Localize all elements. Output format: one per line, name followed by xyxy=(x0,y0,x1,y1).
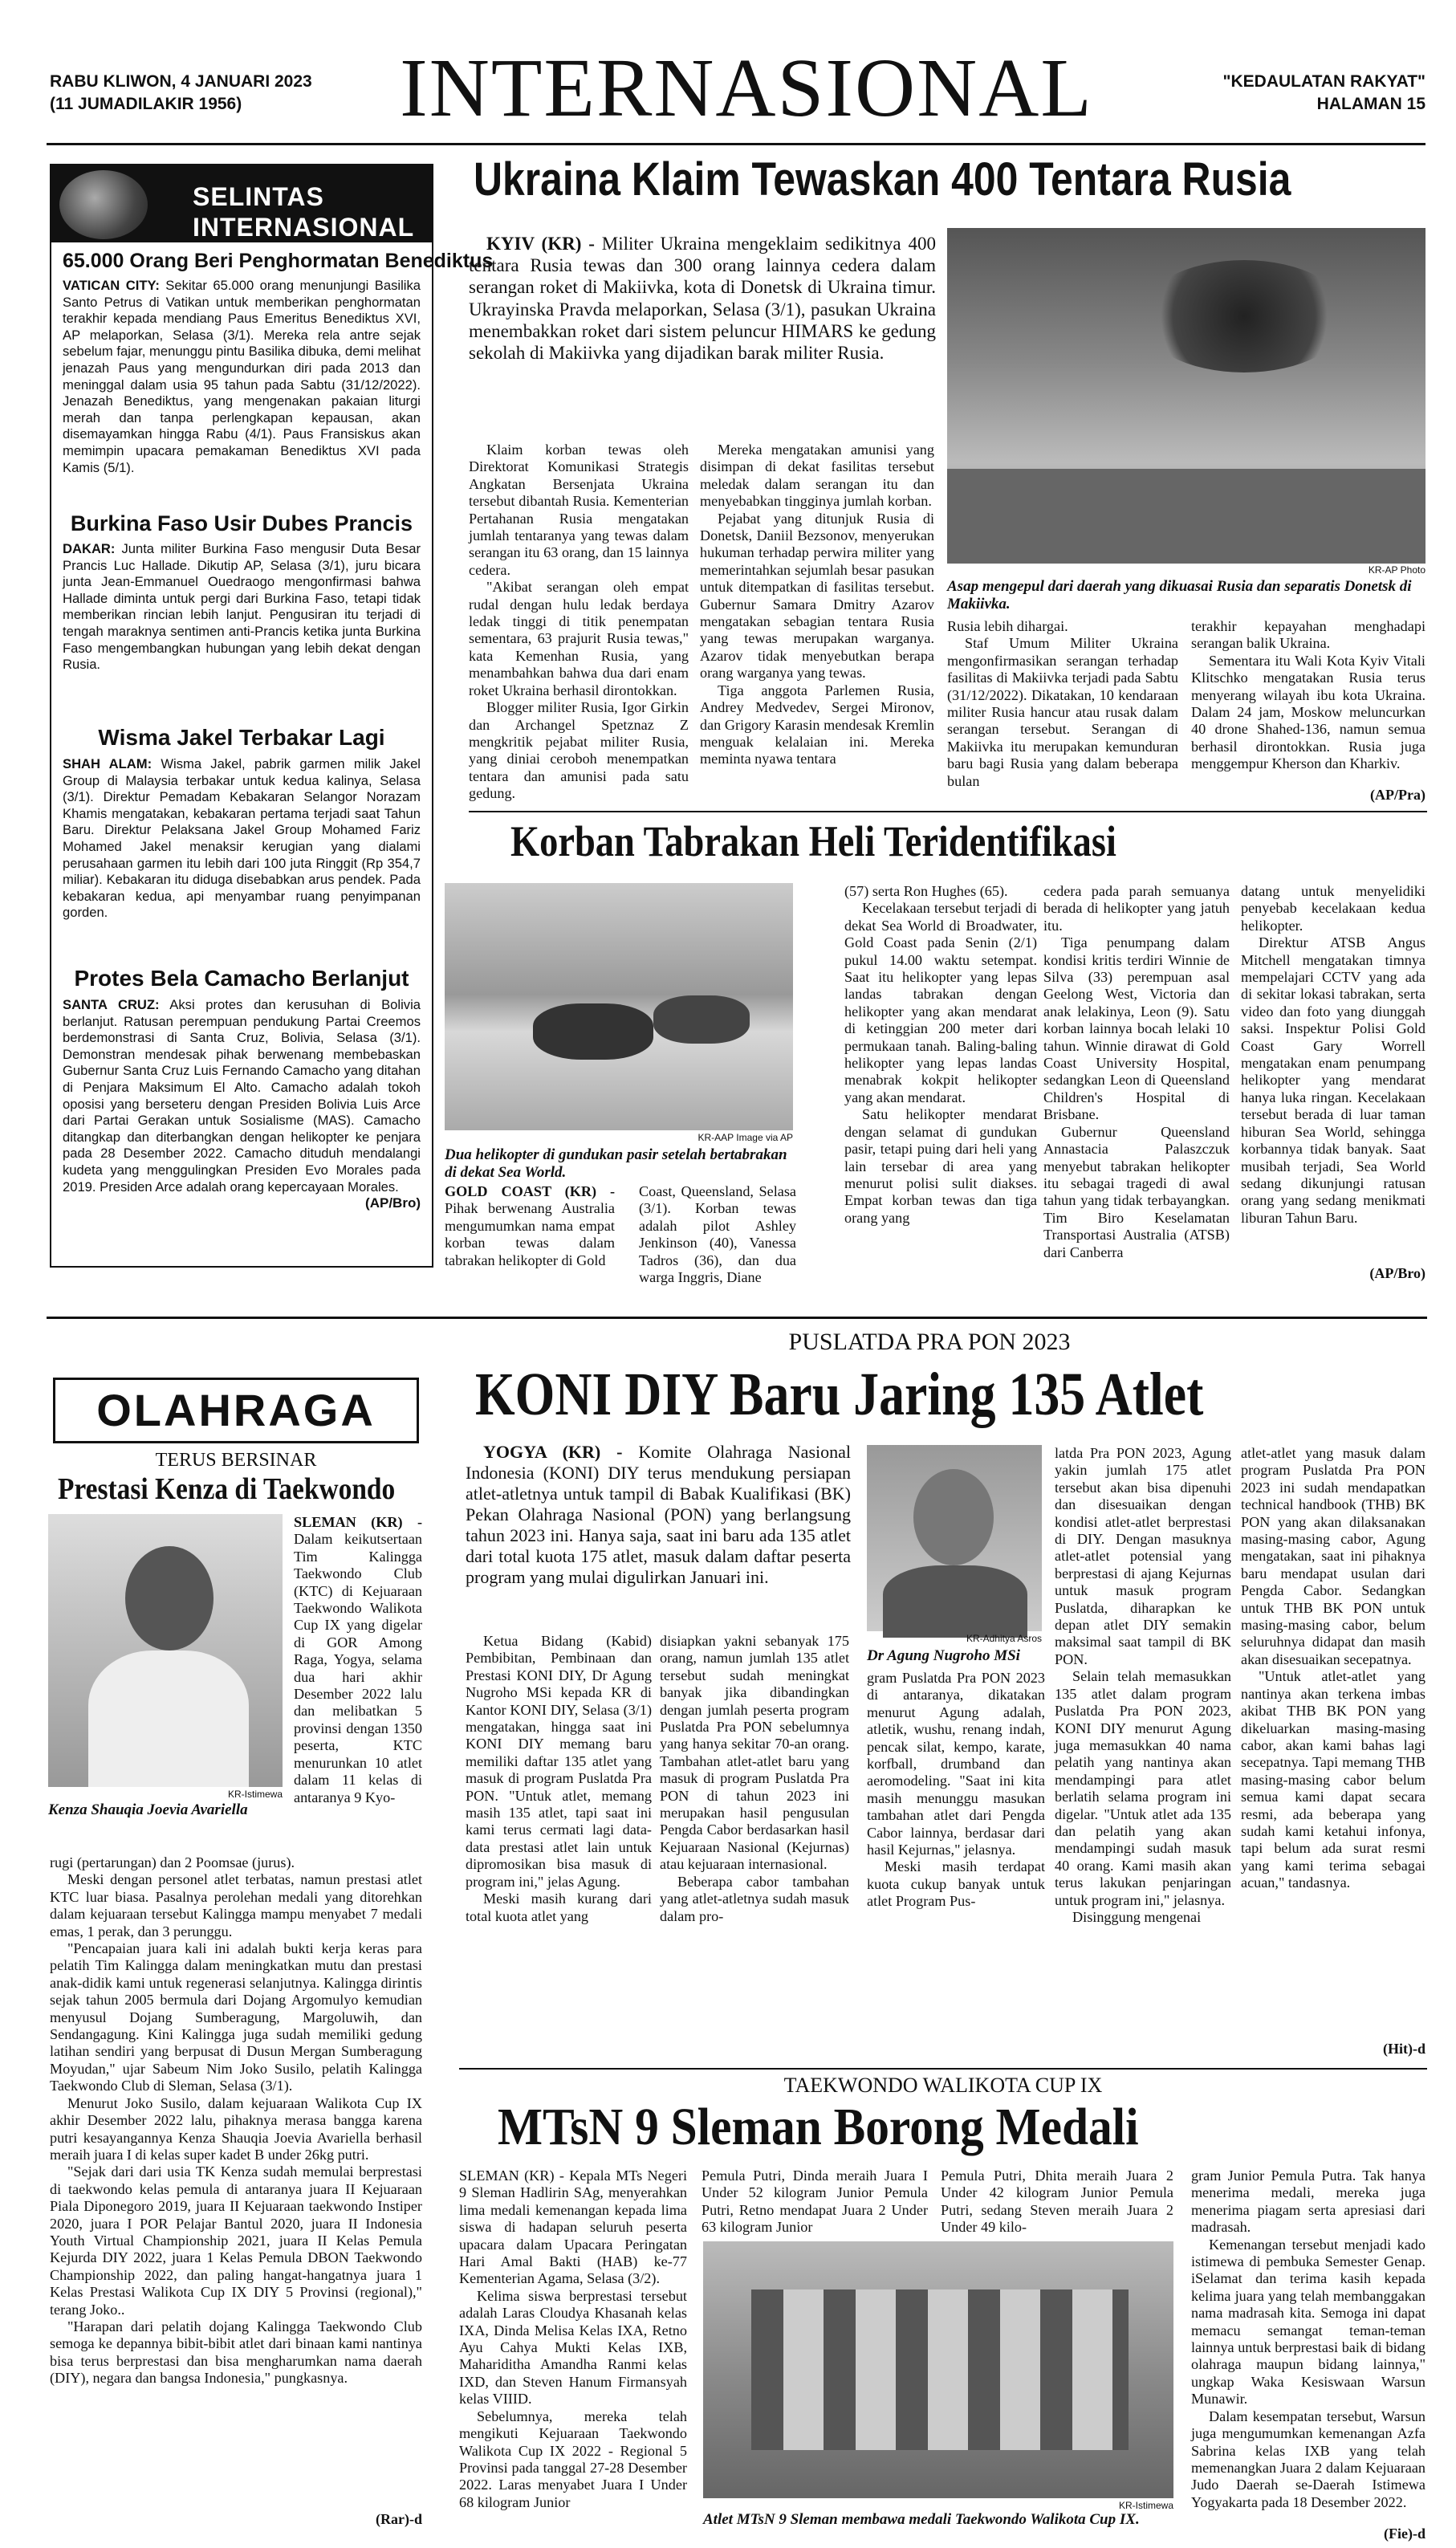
ukraina-photo-credit: KR-AP Photo xyxy=(1368,564,1425,576)
selintas-label-1: SELINTAS xyxy=(193,182,324,211)
heli-photo xyxy=(445,883,793,1130)
ukraina-lead: KYIV (KR) - Militer Ukraina mengeklaim sedikitnya 400 tentara Rusia tewas dan 300 orang lainnya cedera dalam serangan roket di Makiivka, kota di Donetsk di Ukraina timur. Ukrayinska Pravda melaporkan, Selasa (3/1), pasukan Ukraina menembakkan roket dari sistem peluncur HIMARS ke gedung sekolah di Makiivka yang dijadikan barak militer Rusia. xyxy=(469,234,936,364)
headline-kenza: Prestasi Kenza di Taekwondo xyxy=(58,1472,396,1506)
portrait-body-shape xyxy=(883,1565,1027,1638)
selintas-item-title: 65.000 Orang Beri Penghormatan Benediktus xyxy=(63,250,494,272)
heli-col-4: datang untuk menyelidiki penyebab kecelakaan kedua helikopter. Direktur ATSB Angus Mitchell mengatakan timnya mempelajari CCTV yang ada di sekitar lokasi tabrakan, serta video dan foto yang diunggah saksi. Inspektur Polisi Gold Coast Gary Worrell mengatakan enam penumpang helikopter yang mendarat hanya luka ringan. Kecelakaan tersebut berada di luar taman hiburan Sea World, sehingga korbannya tidak banyak. Saat musibah terjadi, Sea World sedang dikunjungi ratusan orang yang sedang menikmati liburan Tahun Baru. xyxy=(1241,883,1425,1226)
masthead-date-block xyxy=(50,71,387,116)
kenza-col-wide: rugi (pertarungan) dan 2 Poomsae (jurus). Meski dengan personel atlet terbatas, namun prestasi atlet KTC luar biasa. Pasalnya perolehan medali yang ditorehkan dalam kejuaraan tersebut Kalingga mampu menyabet 7 medali emas, 1 perak, dan 3 perunggu. "Pencapaian juara kali ini adalah bukti kerja keras para pelatih Tim Kalingga dalam meningkatkan mutu dan prestasi anak-didik kami untuk regenerasi selanjutnya. Kalingga dirintis sejak tahun 2005 bermula dari Dojang Argomulyo kemudian menyusul Dojang Sumberagung, Margoluwih, dan Sendangagung. Kini Kalingga juga sudah memiliki gedung latihan sendiri yang berpusat di Dusun Mergan Sumberagung Moyudan," ujar Sabeum Nim Joko Susilo, pelatih Kalingga Taekwondo Club di Sleman, Selasa (3/1). Menurut Joko Susilo, dalam kejuaraan Walikota Cup IX akhir Desember 2022 lalu, pihaknya merasa bangga karena putri kesayangannya Kenza Shauqia Joevia Avariella berhasil meraih juara I di kelas super kadet B under 26kg putri. "Sejak dari dari usia TK Kenza sudah memulai berprestasi di taekwondo kelas pemula di antaranya juara II Kejuaraan Piala Diponegoro 2019, juara II Kejuaraan taekwondo Instiper 2020, juara I POR Pelajar Bantul 2020, juara II Indonesia Youth Virtual Championship 2021, juara II Kelas Pemula Kejurda DIY 2022, juara 1 Kelas Pemula DBON Taekwondo Championship 2022, dan paling hangat-hangatnya juara 1 Kelas Prestasi Walikota Cup IX DIY 5 Provinsi (regional)," terang Joko.. "Harapan dari pelatih dojang Kalingga Taekwondo Club semoga ke depannya bibit-bibit atlet dari binaan kami nantinya bisa terus berprestasi dan bisa mengharumkan nama daerah (DIY), negara dan bangsa Indonesia," pungkasnya. xyxy=(50,1854,422,2387)
koni-lead: YOGYA (KR) - Komite Olahraga Nasional Indonesia (KONI) DIY terus mendukung persiapan atlet-atletnya untuk tampil di Babak Kualifikasi (BK) Pekan Olahraga Nasional (PON) yang berlangsung tahun 2023 ini. Hanya saja, saat ini baru ada 135 atlet dari total kuota 175 atlet, masuk dalam daftar peserta program yang mulai digulirkan Januari ini. xyxy=(466,1442,851,1587)
ukraina-sign: (AP/Pra) xyxy=(1370,787,1425,803)
ukraina-photo xyxy=(947,228,1425,564)
helicopter-shape-2 xyxy=(653,995,750,1044)
mtsn-photo xyxy=(703,2241,1173,2498)
ground-shape xyxy=(947,469,1425,564)
koni-kicker: PUSLATDA PRA PON 2023 xyxy=(788,1329,1071,1355)
masthead-hijri: (11 JUMADILAKIR 1956) xyxy=(50,95,242,113)
headline-ukraina: Ukraina Klaim Tewaskan 400 Tentara Rusia xyxy=(474,153,1291,206)
selintas-item-title: Burkina Faso Usir Dubes Prancis xyxy=(70,511,413,535)
mtsn-sign: (Fie)-d xyxy=(1384,2526,1425,2542)
heli-col-1b: Coast, Queensland, Selasa (3/1). Korban tewas adalah pilot Ashley Jenkinson (40), Vanessa Tadros (36), dan dua warga Inggris, Diane xyxy=(639,1183,796,1286)
page-number: HALAMAN 15 xyxy=(1316,95,1425,113)
headline-mtsn: MTsN 9 Sleman Borong Medali xyxy=(498,2098,1139,2156)
selintas-sign: (AP/Bro) xyxy=(365,1195,421,1211)
selintas-item-body: SHAH ALAM: Wisma Jakel, pabrik garmen milik Jakel Group di Malaysia terbakar untuk kedua kalinya, Selasa (3/1). Direktur Pemadam Kebakaran Selangor Norazam Khamis mengatakan, kebakaran pertama terjadi saat Tahun Baru. Direktur Pelaksana Jakel Group Mohamed Fariz Mohamed Jakel menaksir kerugian yang dialami perusahaan garmen itu lebih dari 100 juta Ringgit (Rp 354,7 miliar). Kebakaran itu diduga disebabkan arus pendek. Pada kebakaran kedua, api menyambar ruang penyimpanan gorden. xyxy=(63,756,421,921)
koni-caption: Dr Agung Nugroho MSi xyxy=(867,1647,1020,1664)
selintas-item-title: Wisma Jakel Terbakar Lagi xyxy=(98,725,385,750)
koni-photo xyxy=(867,1445,1042,1631)
mtsn-col-3: Pemula Putri, Dhita meraih Juara 2 Under 42 kilogram Junior Pemula Putri, sedang Steven meraih Juara 2 Under 49 kilo- xyxy=(941,2167,1173,2236)
section-divider-2 xyxy=(459,2068,1427,2070)
masthead-date: RABU KLIWON, 4 JANUARI 2023 xyxy=(50,72,312,91)
page-divider xyxy=(47,1317,1427,1319)
kenza-photo-credit: KR-Istimewa xyxy=(227,1789,283,1800)
kenza-sign: (Rar)-d xyxy=(376,2511,422,2527)
mtsn-kicker: TAEKWONDO WALIKOTA CUP IX xyxy=(783,2074,1103,2097)
portrait-head-shape xyxy=(913,1469,994,1565)
kenza-photo xyxy=(48,1514,283,1787)
heli-photo-credit: KR-AAP Image via AP xyxy=(697,1132,793,1143)
ukraina-col-2: Mereka mengatakan amunisi yang disimpan di dekat fasilitas tersebut meledak dalam serangan itu dan menyebabkan tingginya jumlah korban. Pejabat yang ditunjuk Rusia di Donetsk, Daniil Bezsonov, menyerukan hukuman terhadap perwira militer yang memerintahkan sejumlah besar pasukan untuk ditempatkan di fasilitas tersebut. Gubernur Samara Dmitry Azarov mengatakan sebagian tentara Rusia yang tewas merupakan warganya. Azarov tidak menyebutkan berapa orang warganya yang tewas. Tiga anggota Parlemen Rusia, Andrey Medvedev, Sergei Mironov, dan Grigory Karasin mendesak Kremlin menguak kelalaian ini. Mereka meminta nyawa tentara xyxy=(700,442,934,767)
koni-sign: (Hit)-d xyxy=(1383,2041,1425,2057)
portrait-head-shape xyxy=(125,1546,214,1651)
ukraina-caption: Asap mengepul dari daerah yang dikuasai Rusia dan separatis Donetsk di Makiivka. xyxy=(947,578,1412,613)
koni-photo-credit: KR-Adhitya Asros xyxy=(966,1633,1042,1644)
headline-heli: Korban Tabrakan Heli Teridentifikasi xyxy=(510,817,1116,865)
kenza-col-narrow: SLEMAN (KR) - Dalam keikutsertaan Tim Kalingga Taekwondo Club (KTC) di Kejuaraan Taekwondo Walikota Cup IX yang digelar di GOR Among Raga, Yogya, selama dua hari akhir Desember 2022 lalu dan melibatkan 5 provinsi dengan 1350 peserta, KTC menurunkan 10 atlet dalam 11 kelas di antaranya 9 Kyo- xyxy=(294,1514,422,1805)
koni-col-4: atlet-atlet yang masuk dalam program Puslatda Pra PON 2023 ini sudah mendapatkan technical handbook (THB) BK PON yang akan dilaksanakan masing-masing cabor, Agung mengatakan, saat ini pihaknya baru mendapat usulan dari Pengda Cabor. Sedangkan untuk THB BK PON untuk masing-masing cabor, belum seluruhnya didapat dan masih akan disesuaikan secepatnya. "Untuk atlet-atlet yang nantinya akan terkena imbas akibat THB BK PON yang dikeluarkan masing-masing cabor, akan kami bahas lagi secepatnya. Tapi memang THB masing-masing cabor belum semua kami dapat secara resmi, ada beberapa yang sudah kami ketahui infonya, tapi belum ada surat resmi yang kami terima sebagai acuan," tandasnya. xyxy=(1241,1445,1425,1891)
mtsn-col-1: SLEMAN (KR) - Kepala MTs Negeri 9 Sleman Hadlirin SAg, menyerahkan lima medali kemenangan kepada lima siswa di hadapan seluruh peserta upacara dalam Upacara Peringatan Hari Amal Bakti (HAB) ke-77 Kementerian Agama, Selasa (3/2). Kelima siswa berprestasi tersebut adalah Laras Cloudya Khasanah kelas IXA, Dinda Melisa Kelas IXA, Retno Ayu Cahya Mukti Kelas IXB, Mahariditha Amandha Ranmi kelas IXD, dan Steven Hanum Firmansyah kelas VIIID. Sebelumnya, mereka telah mengikuti Kejuaraan Taekwondo Walikota Cup IX 2022 - Regional 5 Provinsi pada tanggal 27-28 Desember 2022. Laras menyabet Juara I Under 68 kilogram Junior xyxy=(459,2167,687,2510)
mtsn-col-2: Pemula Putri, Dinda meraih Juara I Under 52 kilogram Junior Pemula Putri, Retno mendapat Juara 2 Under 63 kilogram Junior xyxy=(702,2167,928,2236)
headline-koni: KONI DIY Baru Jaring 135 Atlet xyxy=(475,1361,1204,1428)
selintas-item xyxy=(63,963,421,1260)
heli-col-1a: GOLD COAST (KR) - Pihak berwenang Australia mengumumkan nama empat korban tewas dalam tabrakan helikopter di Gold xyxy=(445,1183,615,1268)
mtsn-col-4: gram Junior Pemula Putra. Tak hanya menerima medali, mereka juga menerima piagam serta apresiasi dari madrasah. Kemenangan tersebut menjadi kado istimewa di pembuka Semester Genap. iSelamat dan terima kasih kepada kelima juara yang telah membanggakan nama madrasah kita. Semoga ini dapat memacu semangat teman-teman lainnya untuk berprestasi baik di bidang olahraga maupun bidang lainnya," ungkap Waka Kesiswaan Warsun Munawir. Dalam kesempatan tersebut, Warsun juga mengumumkan kemenangan Azfa Sabrina kelas IXB yang telah memenangkan Juara 2 dalam Kejuaraan Judo Daerah se-Daerah Istimewa Yogyakarta pada 18 Desember 2022. xyxy=(1191,2167,1425,2510)
selintas-item-body: SANTA CRUZ: Aksi protes dan kerusuhan di Bolivia berlanjut. Ratusan perempuan pendukung Partai Creemos berdemonstrasi di Santa Cruz, Bolivia, Selasa (3/1). Demonstran mendesak pihak berwenang membebaskan Gubernur Santa Cruz Luis Fernando Camacho yang ditahan di Penjara Maksimum El Alto. Camacho adalah tokoh oposisi yang berseteru dengan Presiden Bolivia Luis Arce dari Partai Gerakan untuk Sosialisme (MAS). Camacho ditangkap dan diterbangkan dengan helikopter ke penjara pada 28 Desember 2022. Camacho dituduh mendalangi kudeta yang menggulingkan Presiden Evo Morales pada 2019. Presiden Arce adalah orang kepercayaan Morales. xyxy=(63,997,421,1195)
group-figures-shape xyxy=(751,2290,1129,2450)
selintas-item xyxy=(63,247,494,498)
heli-sign: (AP/Bro) xyxy=(1369,1265,1425,1281)
heli-caption: Dua helikopter di gundukan pasir setelah bertabrakan di dekat Sea World. xyxy=(445,1146,787,1181)
helicopter-shape xyxy=(533,1003,653,1060)
selintas-item xyxy=(63,722,421,952)
kenza-kicker: TERUS BERSINAR xyxy=(155,1450,317,1471)
ukraina-col-1: Klaim korban tewas oleh Direktorat Komunikasi Strategis Angkatan Bersenjata Ukraina tersebut dibantah Rusia. Kementerian Pertahanan Rusia mengatakan jumlah tentaranya yang tewas dalam serangan itu 63 orang, dan 15 lainnya cedera. "Akibat serangan oleh empat rudal dengan hulu ledak berdaya ledak tinggi di titik penempatan sementara, 63 prajurit Rusia tewas," kata Kemenhan Rusia, yang menambahkan bahwa dua dari enam roket Ukraina berhasil dirontokkan. Blogger militer Rusia, Igor Girkin dan Archangel Spetznaz Z mengkritik pejabat militer Rusia, yang diniai ceroboh menempatkan tentara dan amunisi pada satu gedung. xyxy=(469,442,689,802)
masthead-paper-block xyxy=(1088,71,1425,116)
section-title: INTERNASIONAL xyxy=(400,42,1093,134)
selintas-item-title: Protes Bela Camacho Berlanjut xyxy=(74,966,409,991)
kenza-caption: Kenza Shauqia Joevia Avariella xyxy=(48,1801,248,1818)
heli-col-3: cedera pada parah semuanya berada di helikopter yang jatuh itu. Tiga penumpang dalam kondisi kritis terdiri Winnie de Silva (33) perempuan asal Geelong West, Victoria dan anak lelakinya, Leon (9). Satu korban lainnya bocah lelaki 10 tahun. Winnie dirawat di Gold Coast University Hospital, sedangkan Leon di Queensland Children's Hospital di Brisbane. Gubernur Queensland Annastacia Palaszczuk menyebut tabrakan helikopter itu sebagai tragedi di awal tahun yang tidak terbayangkan. Tim Biro Keselamatan Transportasi Australia (ATSB) dari Canberra xyxy=(1043,883,1230,1260)
paper-name: "KEDAULATAN RAKYAT" xyxy=(1222,72,1425,91)
koni-col-2: disiapkan yakni sebanyak 175 orang, namun jumlah 135 atlet tersebut sudah meningkat banyak jika dibandingkan dengan jumlah peserta program Puslatda Pra PON sebelumnya yang hanya sekitar 70-an orang. Tambahan atlet-atlet baru yang masuk di program Puslatda Pra PON di tahun 2023 ini merupakan hasil pengusulan Pengda Cabor berdasarkan hasil Kejuaraan Nasional (Kejurnas) atau kejuaraan internasional. Beberapa cabor tambahan yang atlet-atletnya sudah masuk dalam pro- xyxy=(660,1633,849,1924)
masthead-rule xyxy=(47,143,1425,145)
selintas-label-2: INTERNASIONAL xyxy=(193,213,415,242)
koni-col-3b: latda Pra PON 2023, Agung yakin jumlah 175 atlet tersebut akan bisa dipenuhi dan disesuaikan dengan kondisi atlet-atlet berprestasi di DIY. Dengan masuknya atlet-atlet potensial yang berprestasi di ajang Kejurnas untuk masuk program Puslatda, diharapkan ke depan atlet DIY semakin maksimal saat tampil di BK PON. Selain telah memasukkan 135 atlet dalam program Puslatda Pra PON 2023, KONI DIY menurut Agung juga memasukkan 40 nama pelatih yang nantinya akan mendampingi para atlet berlatih selama program ini digelar. "Untuk atlet ada 135 dan pelatih yang akan mendampingi sudah masuk 40 orang. Kami masih akan terus lakukan penjaringan untuk program ini," jelasnya. Disinggung mengenai xyxy=(1055,1445,1231,1925)
selintas-item xyxy=(63,509,421,711)
koni-col-3a: gram Puslatda Pra PON 2023 di antaranya, dikatakan menurut Agung adalah, atletik, wushu, renang indah, pencak silat, kempo, karate, korfball, drumband dan aeromodeling. "Saat ini kita masih menunggu masukan tambahan atlet dari Pengda Cabor lainnya, berdasar dari hasil Kejurnas," jelasnya. Meski masih terdapat kuota cukup banyak untuk atlet Program Pus- xyxy=(867,1670,1045,1910)
ukraina-col-4: terakhir kepayahan menghadapi serangan balik Ukraina. Sementara itu Wali Kota Kyiv Vitali Klitschko mengatakan Rusia terus menyerang wilayah ibu kota Ukraina. Dalam 24 jam, Moskow meluncurkan 40 drone Shahed-136, namun semua berhasil dirontokkan. Rusia juga menggempur Kherson dan Kharkiv. xyxy=(1191,618,1425,772)
koni-col-1: Ketua Bidang (Kabid) Pembibitan, Pembinaan dan Prestasi KONI DIY, Dr Agung Nugroho MSi kepada KR di Kantor KONI DIY, Selasa (3/1) mengatakan, hingga saat ini KONI DIY memang baru memiliki daftar 135 atlet yang masuk di program Puslatda Pra PON. "Untuk atlet, memang masih 135 atlet, tapi saat ini kami terus cermati lagi data-data prestasi atlet lain untuk dipromosikan bisa masuk di program ini," jelas Agung. Meski masih kurang dari total kuota atlet yang xyxy=(466,1633,652,1924)
section-divider xyxy=(469,811,1427,812)
selintas-item-body: VATICAN CITY: Sekitar 65.000 orang menunjungi Basilika Santo Petrus di Vatikan untuk memberikan penghormatan terakhir kepada mendiang Paus Emeritus Benediktus XVI, AP melaporkan, Selasa (3/1). Mereka rela antre sejak sebelum fajar, menunggu pintu Basilika dibuka, demi melihat jenazah Paus yang mengundurkan diri pada 2013 dan meninggal dalam usia 95 tahun pada Sabtu (31/12/2022). Jenazah Benediktus, yang mengenakan pakaian liturgi merah dan tanpa perlengkapan kepausan, akan disemayamkan hingga Rabu (4/1). Paus Fransiskus akan memimpin upacara pemakaman Benediktus XVI pada Kamis (5/1). xyxy=(63,278,421,475)
globe-icon xyxy=(59,170,148,239)
selintas-item-body: DAKAR: Junta militer Burkina Faso mengusir Duta Besar Prancis Luc Hallade. Dikutip AP, Selasa (3/1), juru bicara junta Jean-Emmanuel Ouedraogo mengonfirmasi bahwa Hallade diminta untuk pergi dari Burkina Faso, tetapi tidak memberikan rincian lebih lanjut. Pengusiran itu terjadi di tengah maraknya sentimen anti-Prancis ketika junta Burkina Faso mengembangkan hubungan yang lebih dekat dengan Rusia. xyxy=(63,541,421,673)
ukraina-col-3: Rusia lebih dihargai. Staf Umum Militer Ukraina mengonfirmasikan serangan terhadap fasilitas di Makiivka terjadi pada Sabtu (31/12/2022). Dikatakan, 10 kendaraan militer Rusia hancur atau rusak dalam serangan tersebut. Serangan di Makiivka itu merupakan kemunduran baru bagi Rusia yang dalam beberapa bulan xyxy=(947,618,1178,789)
mtsn-caption: Atlet MTsN 9 Sleman membawa medali Taekwondo Walikota Cup IX. xyxy=(703,2511,1140,2528)
mtsn-photo-credit: KR-Istimewa xyxy=(1118,2500,1173,2511)
heli-col-2: (57) serta Ron Hughes (65). Kecelakaan tersebut terjadi di dekat Sea World di Broadwater, Gold Coast pada Senin (2/1) pukul 14.00 waktu setempat. Saat itu helikopter yang lepas landas tabrakan dengan helikopter yang akan mendarat di ketinggian 200 meter dari permukaan tanah. Baling-baling helikopter yang lepas landas menabrak kokpit helikopter yang akan mendarat. Satu helikopter mendarat dengan selamat di gundukan pasir, tetapi puing dari heli yang lain tersebar di area yang menurut polisi sulit diakses. Empat korban tewas dan tiga orang yang xyxy=(844,883,1037,1226)
selintas-list xyxy=(63,247,494,1264)
portrait-body-shape xyxy=(88,1651,249,1787)
selintas-label xyxy=(193,181,414,242)
smoke-shape xyxy=(1140,260,1348,372)
olahraga-label: OLAHRAGA xyxy=(53,1378,419,1443)
